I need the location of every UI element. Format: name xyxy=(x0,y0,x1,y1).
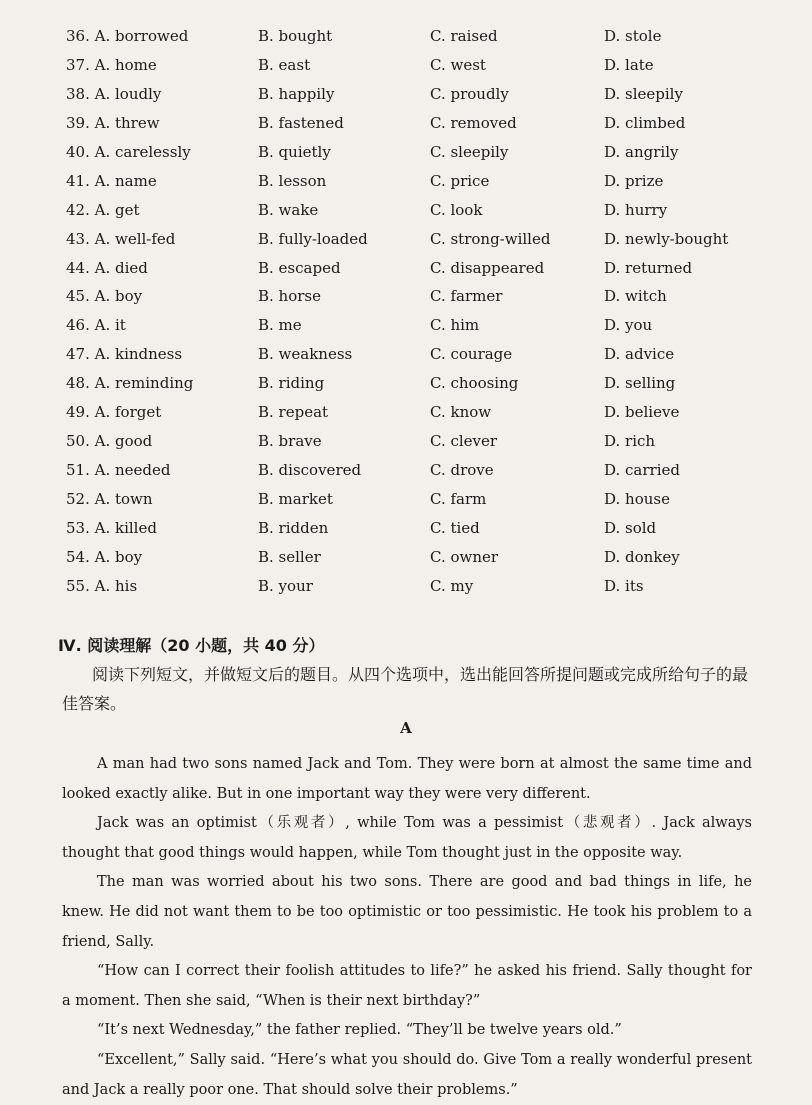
section-heading: Ⅳ. 阅读理解（20 小题，共 40 分） xyxy=(58,636,325,655)
option-row xyxy=(0,543,812,572)
passage-paragraph: The man was worried about his two sons. There are good and bad things in life, he knew. He did not want them to be too optimistic or too pessimistic. He took his problem to a friend, Sally. xyxy=(62,874,752,950)
option-a: 41. A. name xyxy=(66,171,157,190)
option-c: C. strong-willed xyxy=(430,229,551,248)
passage-paragraph: “It’s next Wednesday,” the father replied. “They’ll be twelve years old.” xyxy=(97,1022,622,1039)
option-row xyxy=(0,427,812,456)
option-a: 39. A. threw xyxy=(66,113,160,132)
option-row xyxy=(0,167,812,196)
option-c: C. farm xyxy=(430,490,487,508)
option-b: B. weakness xyxy=(258,345,353,364)
option-c: C. disappeared xyxy=(430,258,545,277)
option-b: B. ridden xyxy=(258,518,329,537)
option-row xyxy=(0,340,812,369)
option-d: D. newly-bought xyxy=(604,229,729,248)
option-b: B. me xyxy=(258,316,302,335)
option-c: C. him xyxy=(430,316,480,335)
option-c: C. owner xyxy=(430,547,499,566)
option-b: B. escaped xyxy=(258,258,341,277)
option-a: 53. A. killed xyxy=(66,518,157,537)
option-a: 38. A. loudly xyxy=(66,84,162,103)
option-row xyxy=(0,398,812,427)
option-a: 45. A. boy xyxy=(66,287,143,306)
option-row xyxy=(0,369,812,398)
option-a: 47. A. kindness xyxy=(66,345,183,364)
option-d: D. you xyxy=(604,316,653,335)
option-b: B. east xyxy=(258,55,311,74)
option-d: D. carried xyxy=(604,461,680,480)
option-a: 50. A. good xyxy=(66,432,153,451)
option-c: C. clever xyxy=(430,432,498,451)
option-d: D. advice xyxy=(604,345,675,364)
option-c: C. farmer xyxy=(430,287,503,306)
option-row xyxy=(0,138,812,167)
option-b: B. seller xyxy=(258,547,321,566)
option-row xyxy=(0,22,812,51)
option-b: B. quietly xyxy=(258,142,331,161)
option-b: B. horse xyxy=(258,287,321,306)
option-a: 46. A. it xyxy=(66,316,126,335)
option-row xyxy=(0,80,812,109)
option-d: D. its xyxy=(604,576,644,595)
section-instruction: 阅读下列短文，并做短文后的题目。从四个选项中，选出能回答所提问题或完成所给句子的最佳答案。 xyxy=(62,665,749,713)
option-row xyxy=(0,254,812,283)
option-d: D. climbed xyxy=(604,113,686,132)
option-a: 44. A. died xyxy=(66,258,148,277)
option-d: D. believe xyxy=(604,403,680,422)
option-b: B. fully-loaded xyxy=(258,229,368,248)
option-row xyxy=(0,225,812,254)
option-d: D. sleepily xyxy=(604,84,683,103)
option-row xyxy=(0,311,812,340)
option-b: B. lesson xyxy=(258,171,327,190)
option-row xyxy=(0,109,812,138)
option-d: D. angrily xyxy=(604,142,679,161)
option-d: D. late xyxy=(604,55,654,74)
option-b: B. discovered xyxy=(258,461,362,480)
option-d: D. witch xyxy=(604,287,667,306)
option-row xyxy=(0,282,812,311)
option-d: D. sold xyxy=(604,518,657,537)
option-c: C. look xyxy=(430,200,483,219)
option-c: C. courage xyxy=(430,345,513,364)
option-c: C. removed xyxy=(430,113,517,132)
passage-title: A xyxy=(400,719,412,737)
option-a: 55. A. his xyxy=(66,576,138,595)
option-b: B. brave xyxy=(258,432,322,451)
option-row xyxy=(0,485,812,514)
option-a: 48. A. reminding xyxy=(66,374,194,393)
option-c: C. drove xyxy=(430,461,494,480)
option-c: C. raised xyxy=(430,27,498,45)
passage-paragraph: A man had two sons named Jack and Tom. They were born at almost the same time and looked exactly alike. But in one important way they were very different. xyxy=(62,756,752,802)
option-d: D. selling xyxy=(604,374,676,393)
option-a: 52. A. town xyxy=(66,490,153,508)
option-d: D. rich xyxy=(604,432,656,451)
option-c: C. price xyxy=(430,171,490,190)
option-c: C. sleepily xyxy=(430,142,509,161)
option-d: D. returned xyxy=(604,258,693,277)
option-b: B. market xyxy=(258,490,333,508)
option-c: C. choosing xyxy=(430,374,519,393)
option-a: 54. A. boy xyxy=(66,547,143,566)
option-a: 42. A. get xyxy=(66,200,140,219)
option-d: D. prize xyxy=(604,171,664,190)
option-b: B. wake xyxy=(258,200,319,219)
option-row xyxy=(0,196,812,225)
option-d: D. donkey xyxy=(604,547,680,566)
option-b: B. fastened xyxy=(258,113,344,132)
option-a: 40. A. carelessly xyxy=(66,142,191,161)
option-row xyxy=(0,456,812,485)
option-b: B. bought xyxy=(258,27,333,45)
option-c: C. west xyxy=(430,55,486,74)
option-d: D. house xyxy=(604,490,670,508)
option-row xyxy=(0,514,812,543)
option-b: B. repeat xyxy=(258,403,329,422)
option-a: 36. A. borrowed xyxy=(66,27,189,45)
option-d: D. stole xyxy=(604,27,662,45)
passage-paragraph: “Excellent,” Sally said. “Here’s what you should do. Give Tom a really wonderful present and Jack a really poor one. That should solve their problems.” xyxy=(62,1051,752,1098)
passage-paragraph: Jack was an optimist（乐观者）, while Tom was a pessimist（悲观者）. Jack always thought that good things would happen, while Tom thought just in the opposite way. xyxy=(62,815,752,861)
passage-paragraph: “How can I correct their foolish attitudes to life?” he asked his friend. Sally thought for a moment. Then she said, “When is their next birthday?” xyxy=(62,963,752,1009)
option-a: 37. A. home xyxy=(66,55,157,74)
option-b: B. happily xyxy=(258,84,335,103)
option-d: D. hurry xyxy=(604,200,668,219)
option-a: 51. A. needed xyxy=(66,461,171,480)
option-c: C. proudly xyxy=(430,84,509,103)
option-c: C. tied xyxy=(430,518,480,537)
option-b: B. riding xyxy=(258,374,325,393)
option-c: C. know xyxy=(430,403,492,422)
answer-options-list xyxy=(0,22,812,601)
option-a: 43. A. well-fed xyxy=(66,229,176,248)
passage-body xyxy=(62,750,752,1105)
option-c: C. my xyxy=(430,576,474,595)
option-b: B. your xyxy=(258,576,313,595)
option-a: 49. A. forget xyxy=(66,403,162,422)
option-row xyxy=(0,51,812,80)
option-row xyxy=(0,572,812,601)
